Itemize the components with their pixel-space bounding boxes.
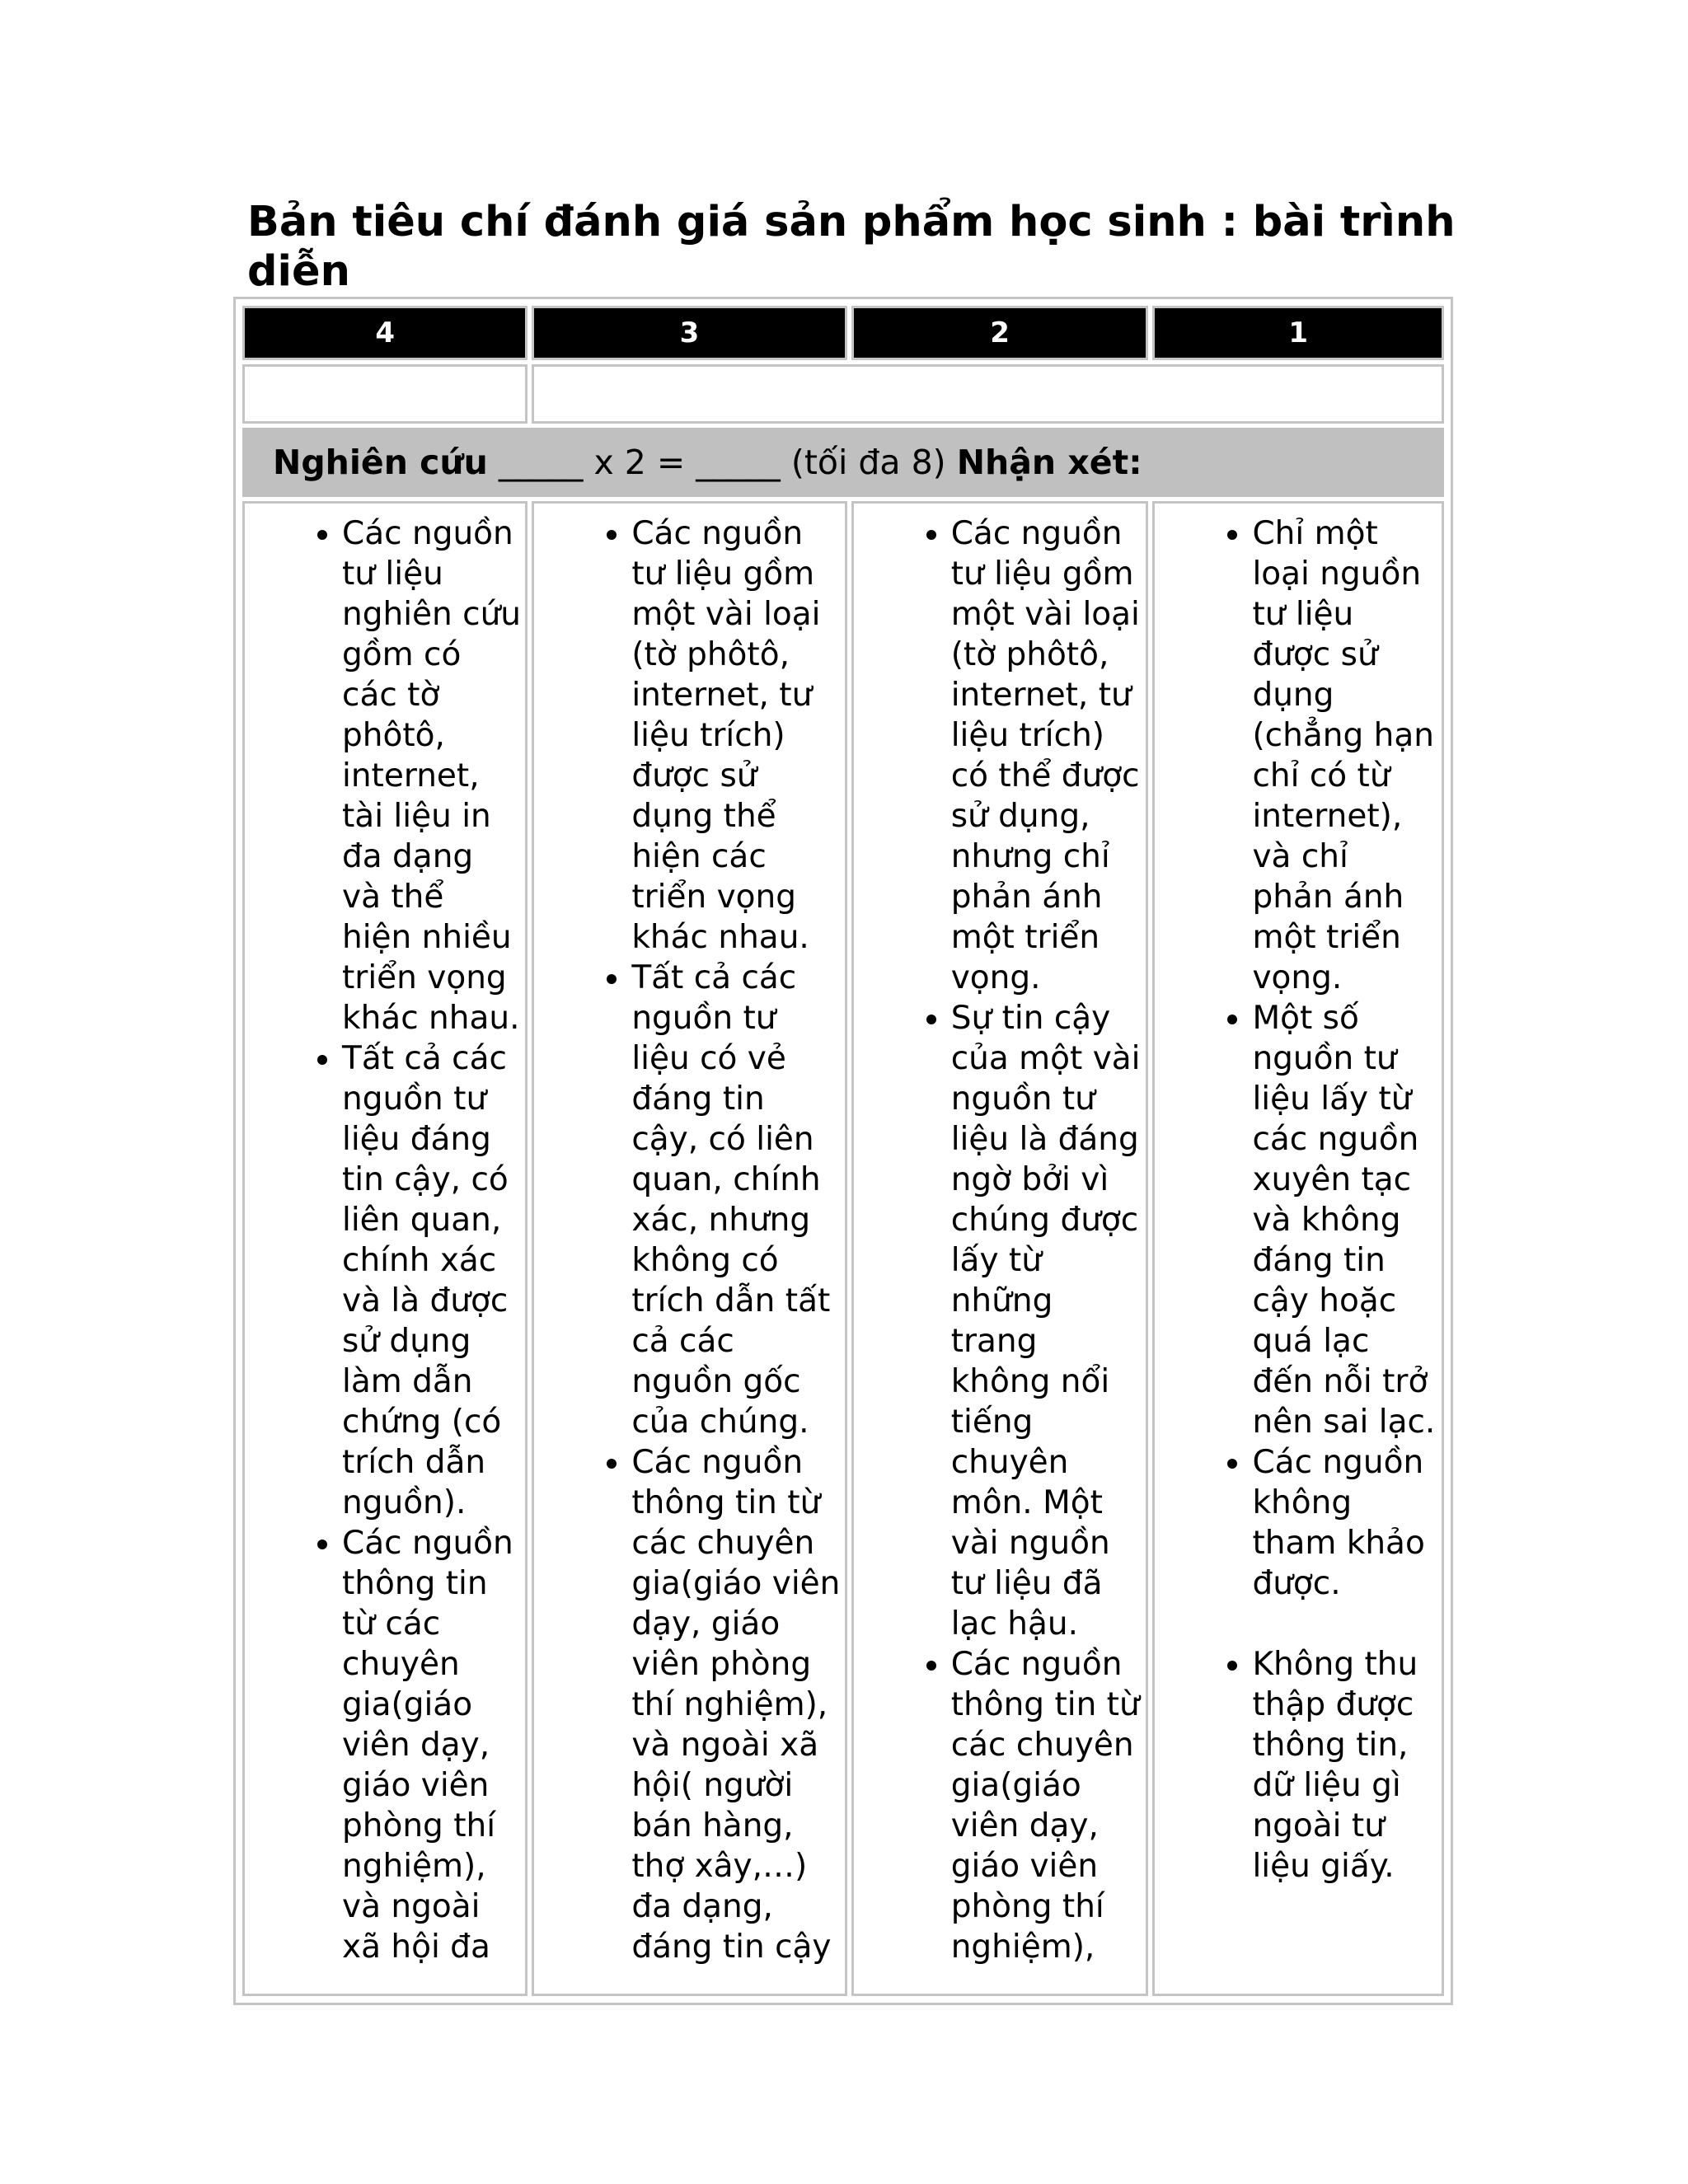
criteria-item: • Các nguồn tư liệu gồm một vài loại (tờ phôtô, internet, tư liệu trích) có thể được sử dụng, nhưng chỉ phản ánh một triển vọng. bbox=[951, 513, 1143, 998]
criteria-item: • Tất cả các nguồn tư liệu đáng tin cậy, có liên quan, chính xác và là được sử dụng làm dẫn chứng (có trích dẫn nguồn). bbox=[342, 1038, 522, 1523]
criteria-list bbox=[534, 513, 841, 1967]
score-header-row bbox=[242, 306, 1444, 360]
rubric-table bbox=[233, 297, 1453, 2005]
criteria-row bbox=[242, 501, 1444, 1996]
criteria-cell-3 bbox=[532, 501, 846, 1996]
blank-cell-wide bbox=[532, 364, 1444, 424]
blank-cell bbox=[242, 364, 528, 424]
max-score-text: (tối đa 8) bbox=[790, 443, 946, 482]
score-blank: _____ bbox=[498, 443, 584, 482]
comment-label: Nhận xét: bbox=[956, 443, 1142, 482]
multiplier-text: x 2 = bbox=[593, 443, 686, 482]
criteria-item: • Các nguồn thông tin từ các chuyên gia(giáo viên dạy, giáo viên phòng thí nghiệm), bbox=[951, 1644, 1143, 1967]
criteria-item: • Các nguồn thông tin từ các chuyên gia(giáo viên dạy, giáo viên phòng thí nghiệm), và ngoài xã hội đa bbox=[342, 1523, 522, 1967]
criteria-cell-2 bbox=[851, 501, 1149, 1996]
criteria-item: • Các nguồn không tham khảo được. bbox=[1252, 1442, 1438, 1604]
criteria-item: • Các nguồn tư liệu nghiên cứu gồm có các tờ phôtô, internet, tài liệu in đa dạng và thể hiện nhiều triển vọng khác nhau. bbox=[342, 513, 522, 1038]
criteria-item: • Chỉ một loại nguồn tư liệu được sử dụng (chẳng hạn chỉ có từ internet), và chỉ phản ánh một triển vọng. bbox=[1252, 513, 1438, 998]
criteria-list bbox=[245, 513, 522, 1967]
document-title: Bản tiêu chí đánh giá sản phẩm học sinh : bài trình diễn bbox=[247, 198, 1456, 296]
criteria-cell-1 bbox=[1152, 501, 1444, 1996]
criteria-item: • Không thu thập được thông tin, dữ liệu gì ngoài tư liệu giấy. bbox=[1252, 1644, 1438, 1886]
score-header-4: 4 bbox=[242, 306, 528, 360]
blank-row bbox=[242, 364, 1444, 424]
criteria-item: • Tất cả các nguồn tư liệu có vẻ đáng tin cậy, có liên quan, chính xác, nhưng không có trích dẫn tất cả các nguồn gốc của chúng. bbox=[631, 958, 841, 1442]
section-label: Nghiên cứu bbox=[273, 443, 488, 482]
score-header-1: 1 bbox=[1152, 306, 1444, 360]
criteria-item: • Các nguồn thông tin từ các chuyên gia(giáo viên dạy, giáo viên phòng thí nghiệm), và ngoài xã hội( người bán hàng, thợ xây,…) đa dạng, đáng tin cậy bbox=[631, 1442, 841, 1967]
score-header-2: 2 bbox=[851, 306, 1149, 360]
criteria-cell-4 bbox=[242, 501, 528, 1996]
total-blank: _____ bbox=[696, 443, 781, 482]
criteria-item: • Các nguồn tư liệu gồm một vài loại (tờ phôtô, internet, tư liệu trích) được sử dụng thể hiện các triển vọng khác nhau. bbox=[631, 513, 841, 958]
score-header-3: 3 bbox=[532, 306, 846, 360]
section-header bbox=[242, 428, 1444, 497]
criteria-item: • Sự tin cậy của một vài nguồn tư liệu là đáng ngờ bởi vì chúng được lấy từ những trang không nổi tiếng chuyên môn. Một vài nguồn tư liệu đã lạc hậu. bbox=[951, 998, 1143, 1644]
section-row bbox=[242, 428, 1444, 497]
criteria-item: • Một số nguồn tư liệu lấy từ các nguồn xuyên tạc và không đáng tin cậy hoặc quá lạc đến nỗi trở nên sai lạc. bbox=[1252, 998, 1438, 1442]
criteria-list bbox=[1155, 513, 1438, 1886]
criteria-list bbox=[854, 513, 1143, 1967]
